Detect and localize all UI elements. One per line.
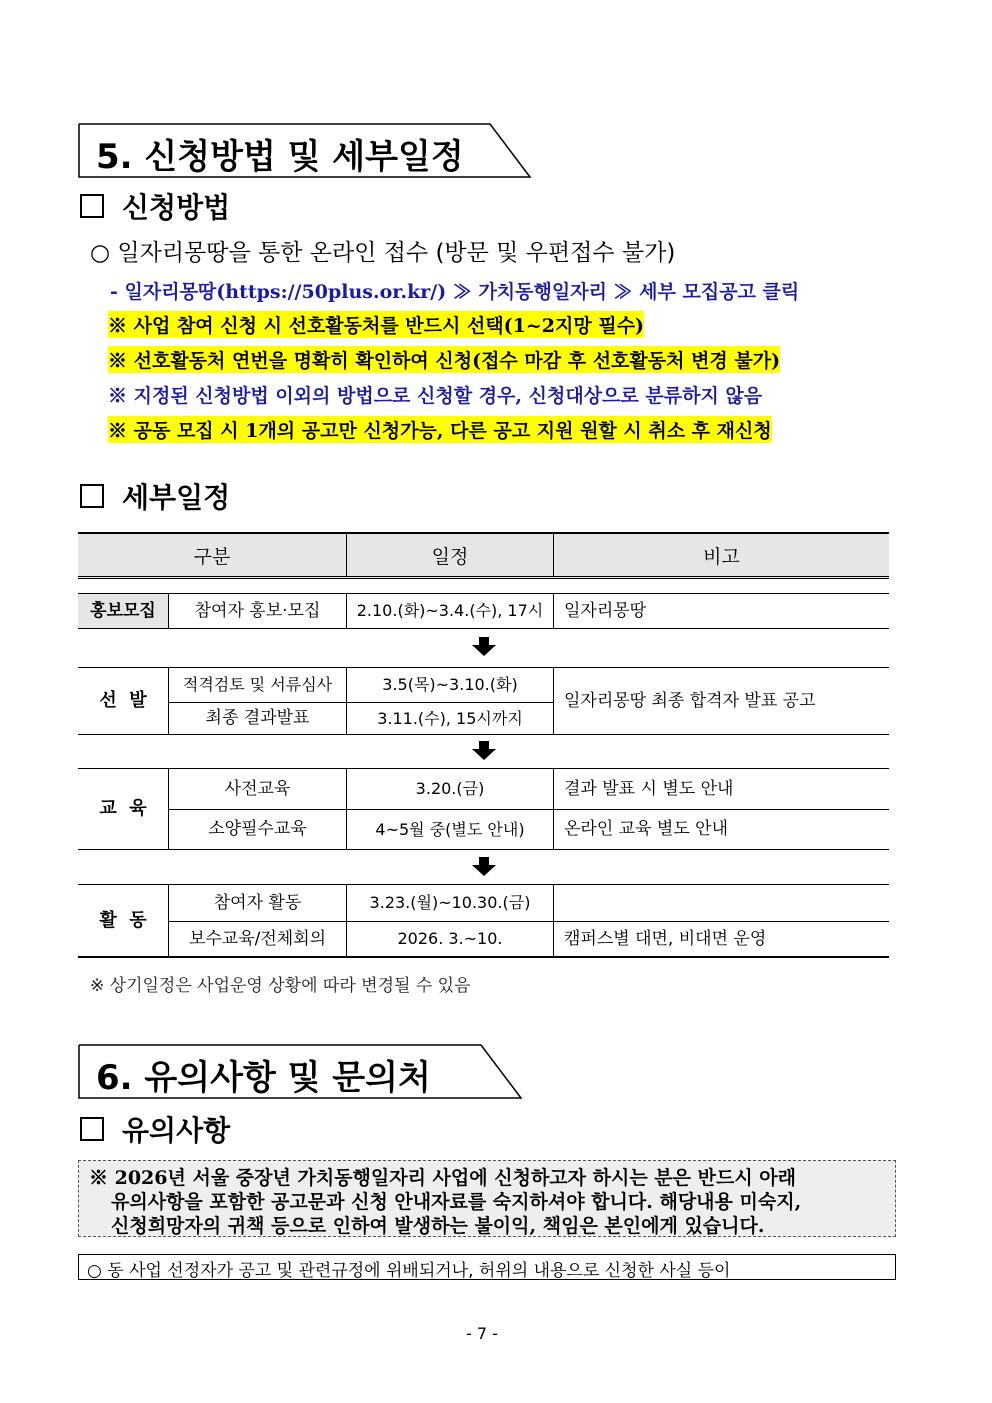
- act-item-2: 보수교육/전체회의: [188, 929, 327, 949]
- promo-stage: 홍보모집: [78, 594, 168, 628]
- schedule-heading: 세부일정: [80, 476, 230, 516]
- section5-title-box: [78, 123, 538, 177]
- row-edu: [78, 768, 889, 850]
- method-bullet: ○ 일자리몽땅을 통한 온라인 접수 (방문 및 우편접수 불가): [90, 240, 676, 266]
- promo-date: 2.10.(화)~3.4.(수), 17시: [356, 601, 544, 620]
- select-date-1: 3.5(목)~3.10.(화): [382, 675, 518, 694]
- method-note-2: ※ 선호활동처 연번을 명확히 확인하여 신청(접수 마감 후 선호활동처 변경 불가): [108, 346, 780, 373]
- act-date-2: 2026. 3.~10.: [397, 929, 503, 948]
- select-item-1: 적격검토 및 서류심사: [182, 675, 333, 694]
- bottom-notice-box: [78, 1254, 896, 1280]
- act-date-1: 3.23.(월)~10.30.(금): [369, 893, 531, 912]
- notice-box: [78, 1160, 896, 1237]
- select-item-2: 최종 결과발표: [205, 708, 310, 728]
- edu-item-2: 소양필수교육: [208, 819, 307, 839]
- act-stage: 활 동: [99, 910, 147, 931]
- notice-line-2: 유의사항을 포함한 공고문과 신청 안내자료를 숙지하셔야 합니다. 해당내용 미숙지,: [111, 1191, 802, 1213]
- method-note-3: ※ 지정된 신청방법 이외의 방법으로 신청할 경우, 신청대상으로 분류하지 않음: [108, 385, 763, 407]
- header-date: 일정: [431, 546, 469, 568]
- method-note-4: ※ 공동 모집 시 1개의 공고만 신청가능, 다른 공고 지원 원할 시 취소 후 재신청: [108, 416, 772, 443]
- select-note: 일자리몽땅 최종 합격자 발표 공고: [564, 691, 816, 711]
- notice-line-3: 신청희망자의 귀책 등으로 인하여 발생하는 불이익, 책임은 본인에게 있습니다.: [111, 1215, 765, 1237]
- row-act: [78, 884, 889, 958]
- header-category: 구분: [193, 546, 231, 568]
- promo-item: 참여자 홍보·모집: [194, 601, 321, 621]
- method-heading: 신청방법: [80, 186, 230, 226]
- checkbox-square-icon: [80, 1117, 104, 1141]
- page-number: - 7 -: [466, 1324, 498, 1343]
- edu-note-1: 결과 발표 시 별도 안내: [564, 779, 734, 799]
- header-note: 비고: [703, 546, 740, 568]
- select-date-2: 3.11.(수), 15시까지: [377, 709, 523, 728]
- edu-date-2: 4~5월 중(별도 안내): [375, 820, 525, 839]
- down-arrow-icon: [472, 741, 496, 761]
- section6-title: 6. 유의사항 및 문의처: [96, 1058, 431, 1098]
- schedule-footnote: ※ 상기일정은 사업운영 상황에 따라 변경될 수 있음: [90, 976, 471, 996]
- section5-title: 5. 신청방법 및 세부일정: [96, 137, 464, 177]
- schedule-table-header: [78, 532, 889, 579]
- method-link-line[interactable]: - 일자리몽땅(https://50plus.or.kr/) ≫ 가치동행일자리 ≫ 세부 모집공고 클릭: [110, 281, 800, 303]
- notice-heading: 유의사항: [80, 1109, 230, 1149]
- row-promo: [78, 593, 889, 629]
- method-note-1: ※ 사업 참여 신청 시 선호활동처를 반드시 선택(1~2지망 필수): [108, 311, 644, 338]
- edu-item-1: 사전교육: [224, 779, 291, 799]
- down-arrow-icon: [472, 857, 496, 877]
- row-select: [78, 667, 889, 735]
- edu-stage: 교 육: [99, 798, 147, 819]
- edu-note-2: 온라인 교육 별도 안내: [564, 819, 729, 839]
- section6-title-box: [78, 1044, 528, 1098]
- checkbox-square-icon: [80, 194, 104, 218]
- select-stage: 선 발: [99, 690, 147, 711]
- bottom-notice-line: ○ 동 사업 선정자가 공고 및 관련규정에 위배되거나, 허위의 내용으로 신청한 사실 등이: [87, 1261, 731, 1281]
- promo-note: 일자리몽땅: [564, 601, 647, 621]
- edu-date-1: 3.20.(금): [415, 779, 485, 798]
- checkbox-square-icon: [80, 484, 104, 508]
- act-item-1: 참여자 활동: [213, 893, 302, 913]
- down-arrow-icon: [472, 637, 496, 657]
- notice-line-1: ※ 2026년 서울 중장년 가치동행일자리 사업에 신청하고자 하시는 분은 반드시 아래: [89, 1167, 797, 1189]
- act-note-2: 캠퍼스별 대면, 비대면 운영: [564, 929, 767, 949]
